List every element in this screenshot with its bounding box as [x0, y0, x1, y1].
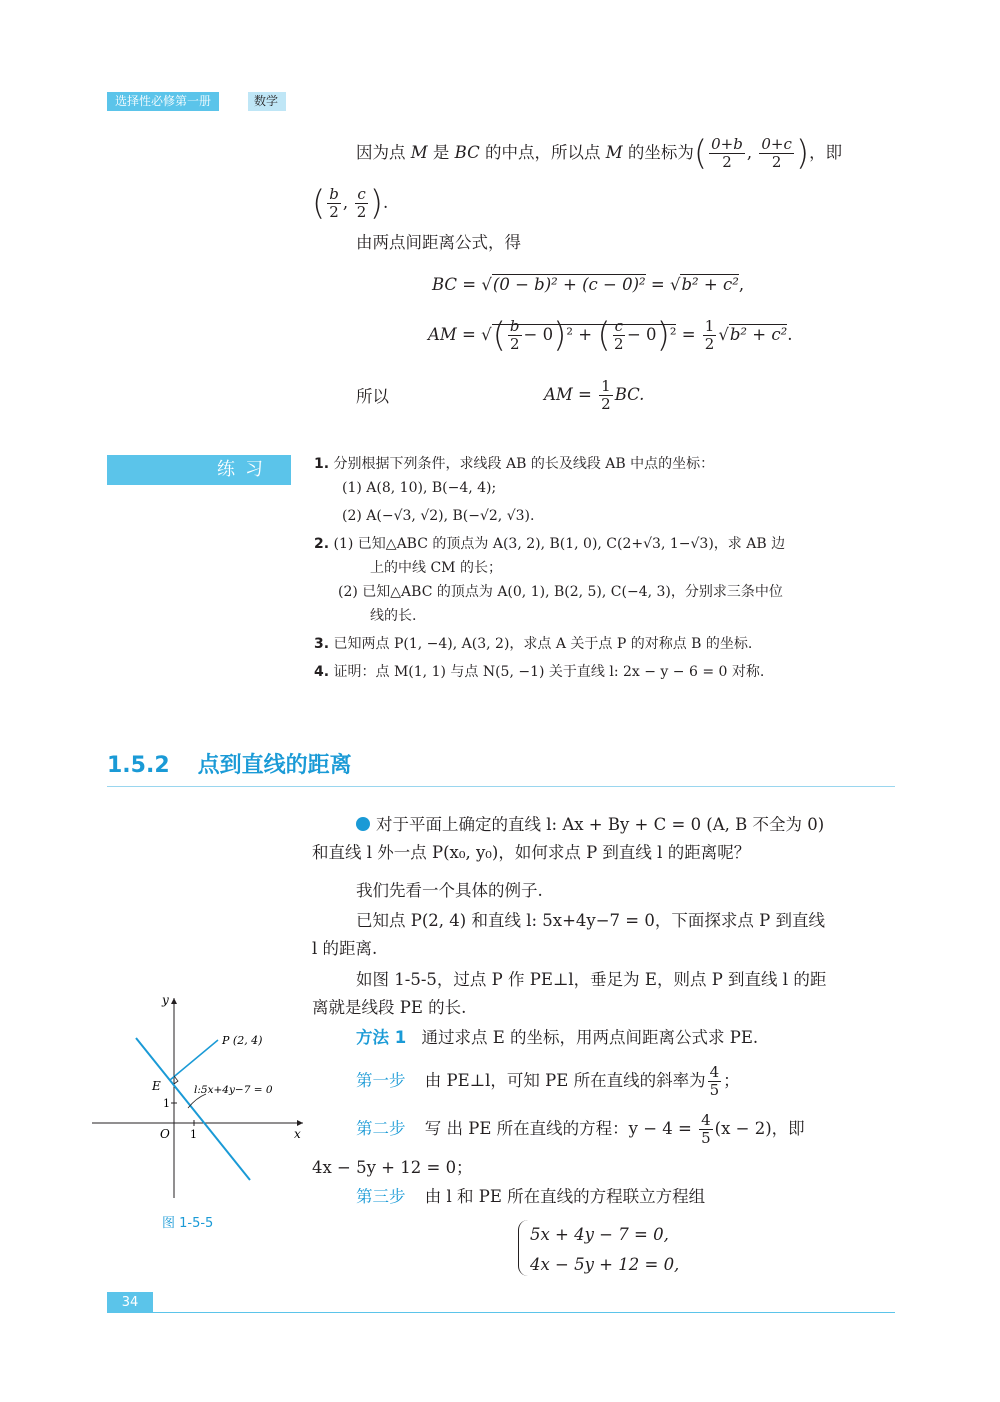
list-item: 3. 已知两点 P(1, −4), A(3, 2)，求点 A 关于点 P 的对称点 B 的坐标. [314, 636, 753, 652]
label-e: E [152, 1079, 161, 1093]
label-one-x: 1 [190, 1128, 197, 1141]
fraction: $\frac{0+b}{2}$ [711, 135, 743, 171]
so-label: 所以 [356, 387, 389, 406]
system-eq-2: 4x − 5y + 12 = 0, [530, 1255, 680, 1274]
text: 的坐标为 [627, 143, 694, 162]
list-item: 上的中线 CM 的长； [370, 560, 502, 576]
header-subject-tag: 数学 [248, 92, 286, 111]
exercise-list [314, 452, 785, 684]
paren-open: ( [312, 183, 326, 224]
section-divider [107, 786, 895, 787]
text: 是 [432, 143, 450, 162]
step-label: 第一步 [356, 1071, 406, 1090]
fraction: $\frac{c}{2}$ [356, 185, 367, 221]
proof-line-3: 由两点间距离公式，得 [356, 233, 521, 252]
right-angle-mark [174, 1076, 178, 1084]
list-item: (1) A(8, 10), B(−4, 4); [342, 480, 497, 496]
list-item: 4. 证明：点 M(1, 1) 与点 N(5, −1) 关于直线 l: 2x − y − 6 = 0 对称. [314, 664, 765, 680]
step-3: 第三步 由 l 和 PE 所在直线的方程联立方程组 [356, 1187, 706, 1206]
figure-1-5-5 [88, 990, 314, 1204]
label-y: y [162, 993, 169, 1007]
fraction: $\frac{b}{2}$ [329, 185, 339, 221]
text: 因为点 [356, 143, 406, 162]
body-p3a: 已知点 P(2, 4) 和直线 l: 5x+4y−7 = 0，下面探求点 P 到直线 [356, 911, 825, 930]
text: . [383, 193, 389, 212]
body-p2: 我们先看一个具体的例子. [356, 881, 543, 900]
equation-bc: BC = √(0 − b)² + (c − 0)² = √b² + c², [432, 275, 745, 294]
line-l [136, 1038, 250, 1180]
section-title: 点到直线的距离 [197, 753, 352, 778]
paren-open: ( [693, 133, 708, 174]
method-1 [356, 1025, 758, 1051]
paren-close: ) [369, 183, 384, 224]
method-label: 方法 1 [356, 1028, 407, 1047]
body-p3b: l 的距离. [312, 939, 378, 958]
step-1: 第一步 由 PE⊥l，可知 PE 所在直线的斜率为 $\frac{4}{5}$ ； [356, 1063, 740, 1099]
page-number: 34 [107, 1292, 153, 1313]
label-p: P (2, 4) [222, 1034, 263, 1047]
segment-pe [170, 1040, 218, 1080]
paren-close: ) [795, 133, 810, 174]
x-axis-arrow [297, 1120, 303, 1126]
list-item: (2) A(−√3, √2), B(−√2, √3). [342, 508, 535, 524]
var-m: M [605, 143, 623, 162]
var-bc: BC [454, 143, 480, 162]
system-eq-1: 5x + 4y − 7 = 0, [530, 1225, 669, 1244]
body-p4b: 离就是线段 PE 的长. [312, 998, 467, 1017]
y-axis-arrow [171, 998, 177, 1004]
equation-am: AM = √( $\frac{b}{2}$ − 0)² + ( $\frac{c}{2}$ − 0)² = $\frac{1}{2}$ √b² + c². [428, 315, 793, 356]
label-one-y: 1 [163, 1097, 170, 1110]
fraction: $\frac{0+c}{2}$ [761, 135, 792, 171]
label-origin: O [160, 1127, 170, 1141]
var-m: M [410, 143, 428, 162]
figure-caption: 图 1-5-5 [162, 1216, 214, 1231]
text: ，即 [809, 143, 843, 162]
footer-line [107, 1312, 895, 1313]
list-item: (2) 已知△ABC 的顶点为 A(0, 1), B(2, 5), C(−4, 3)，分别求三条中位 [338, 584, 783, 600]
body-p1b: 和直线 l 外一点 P(x₀, y₀)，如何求点 P 到直线 l 的距离呢？ [312, 843, 751, 862]
list-item: 1. 分别根据下列条件，求线段 AB 的长及线段 AB 中点的坐标： [314, 456, 715, 472]
label-x: x [294, 1127, 301, 1141]
list-item: 线的长. [370, 608, 417, 624]
section-number: 1.5.2 [107, 753, 170, 778]
proof-line-1: 因为点 M 是 BC 的中点，所以点 M 的坐标为( $\frac{0+b}{2}$ , $\frac{0+c}{2}$ )，即 [356, 133, 843, 174]
list-item: 2. (1) 已知△ABC 的顶点为 A(3, 2), B(1, 0), C(2+√3, 1−√3)，求 AB 边 [314, 536, 786, 552]
bullet-icon [356, 817, 370, 831]
exercise-label-bar [107, 455, 291, 485]
body-p1a: 对于平面上确定的直线 l: Ax + By + C = 0 (A, B 不全为 0) [356, 812, 824, 838]
step-label: 第二步 [356, 1119, 406, 1138]
section-heading [107, 748, 352, 779]
text: 的中点，所以点 [484, 143, 601, 162]
step-2: 第二步 写 出 PE 所在直线的方程：y − 4 = $\frac{4}{5}$ (x − 2)，即 [356, 1111, 805, 1147]
label-l: l:5x+4y−7 = 0 [194, 1084, 273, 1096]
method-text: 通过求点 E 的坐标，用两点间距离公式求 PE. [421, 1028, 759, 1047]
exercise-label: 练习 [217, 459, 273, 480]
equation-am-half-bc: AM = $\frac{1}{2}$ BC. [544, 377, 645, 413]
body-p4a: 如图 1-5-5，过点 P 作 PE⊥l，垂足为 E，则点 P 到直线 l 的距 [356, 970, 827, 989]
step-2-cont: 4x − 5y + 12 = 0； [312, 1158, 473, 1177]
proof-line-2: ( $\frac{b}{2}$ , $\frac{c}{2}$ ). [312, 183, 389, 224]
step-label: 第三步 [356, 1187, 406, 1206]
header-book-tag: 选择性必修第一册 [107, 92, 219, 111]
